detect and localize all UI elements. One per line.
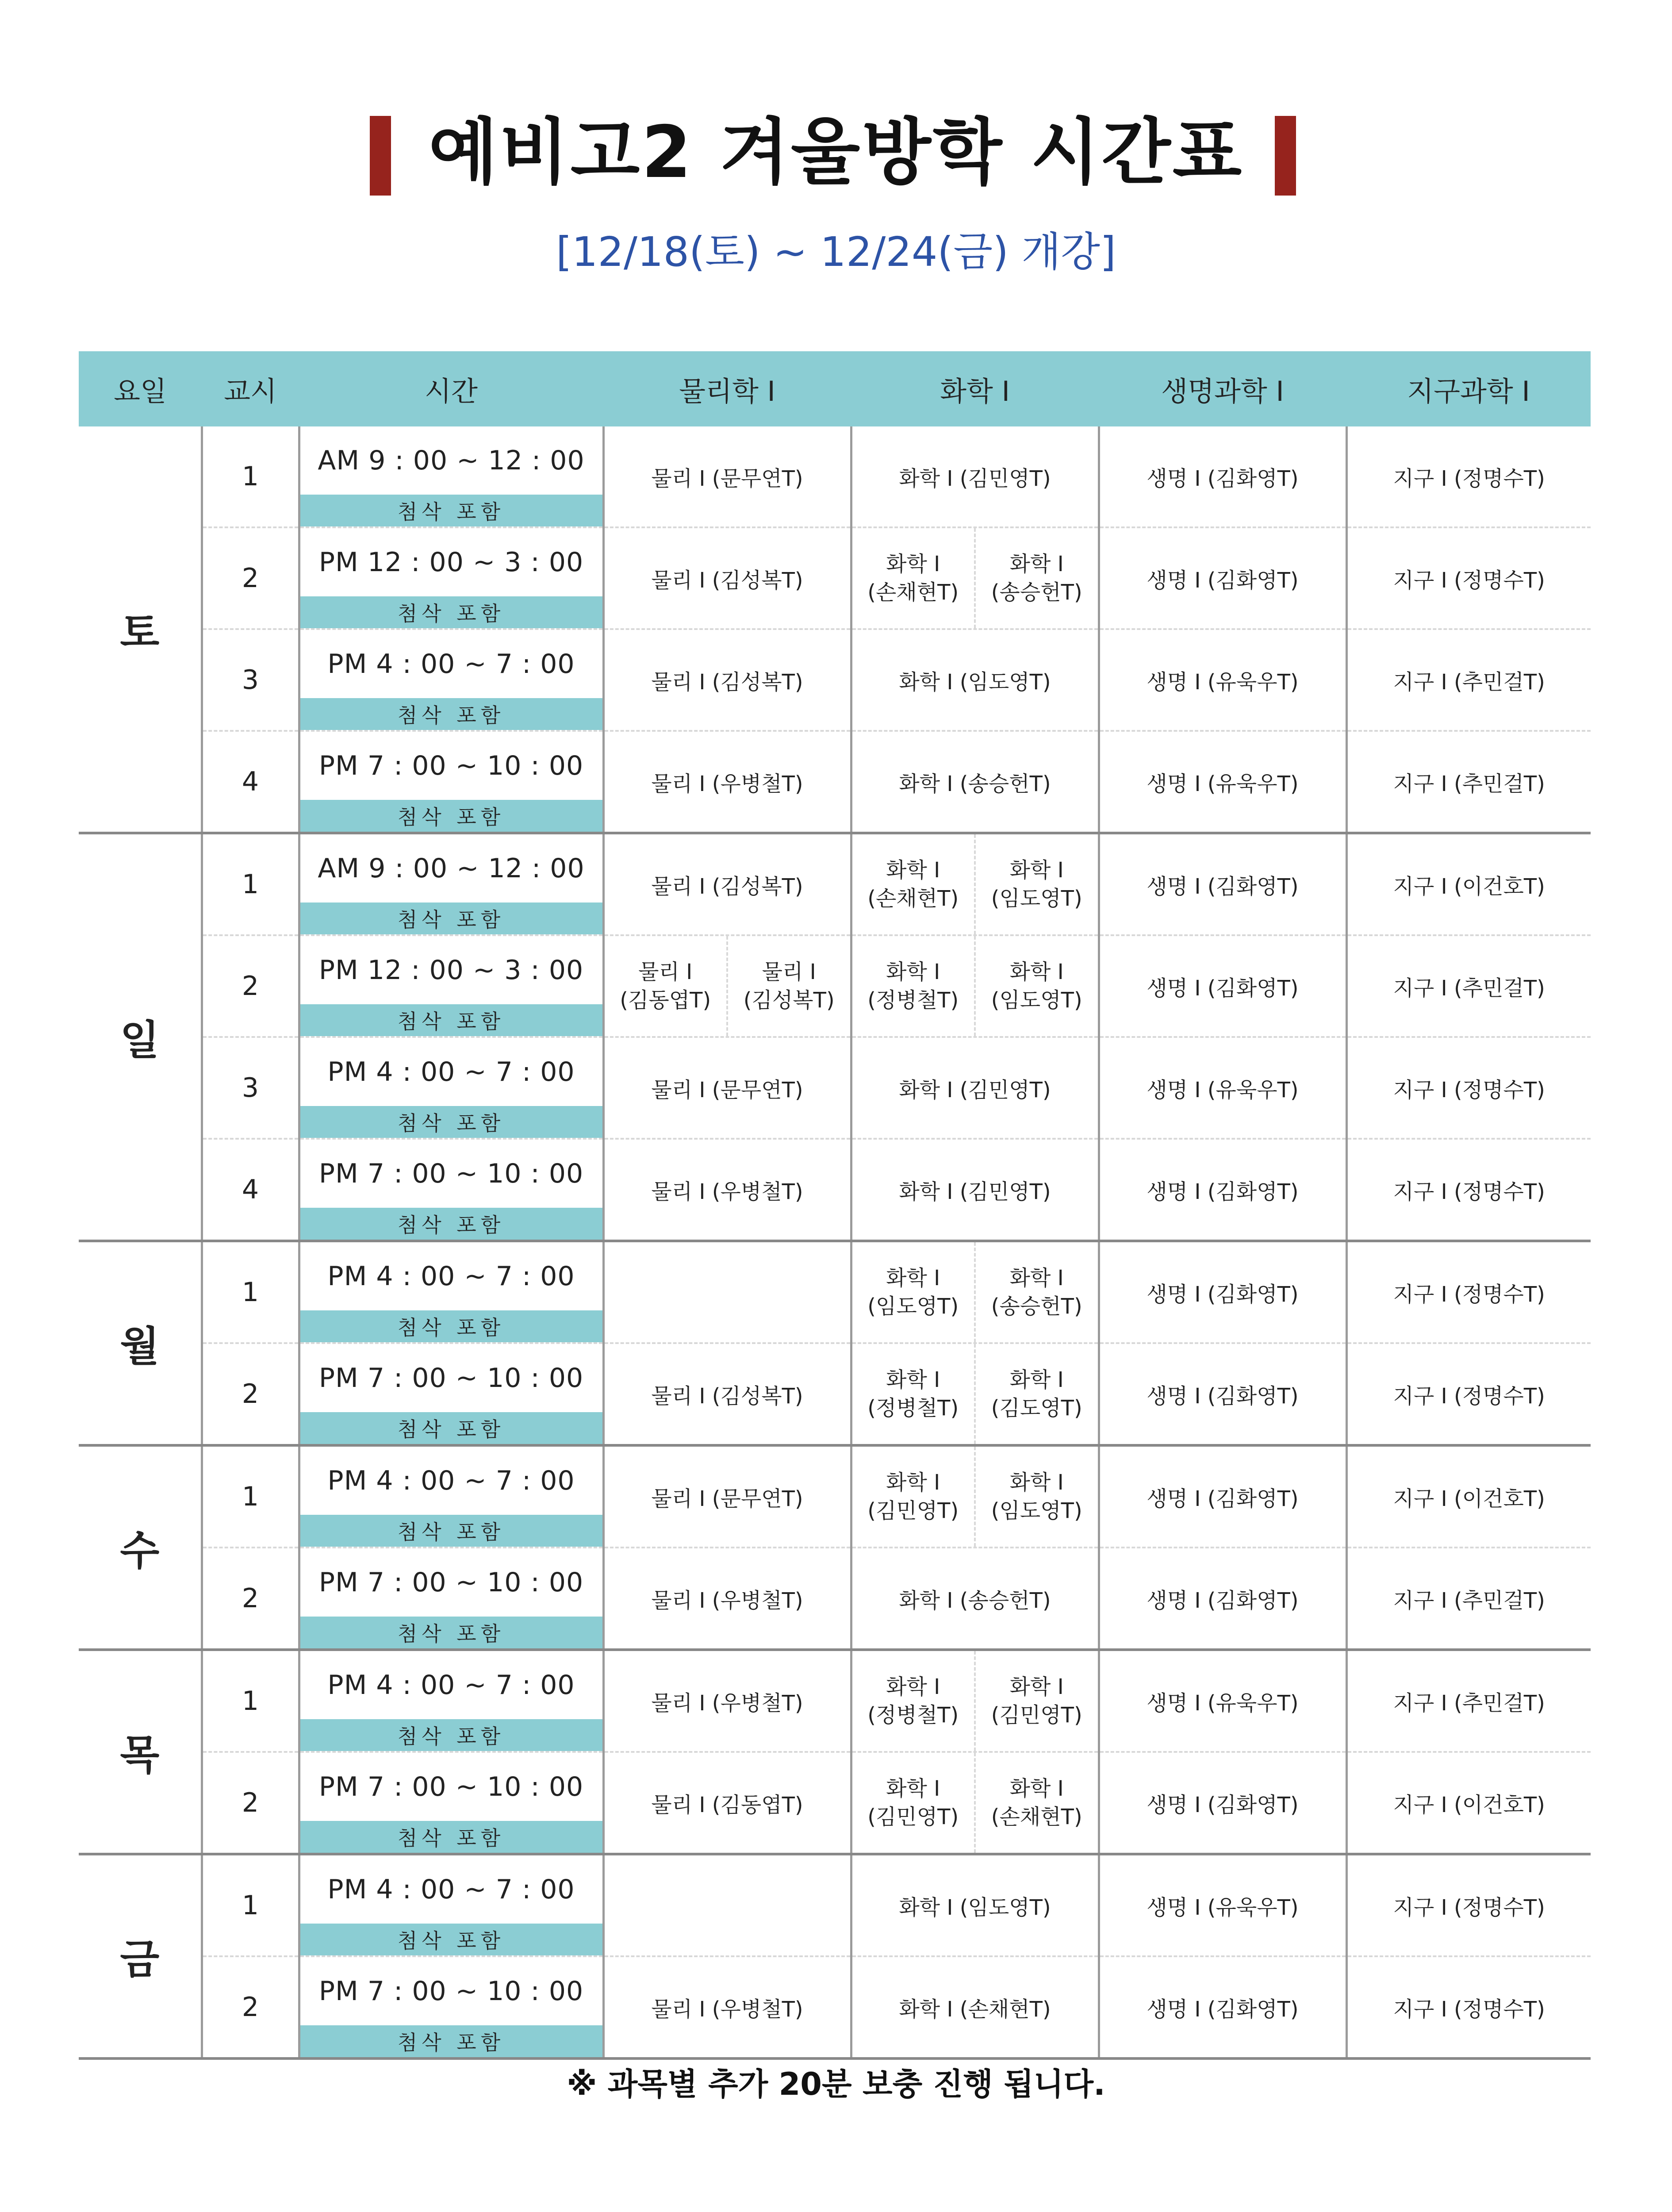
time-note-badge: 첨삭 포함	[300, 1719, 602, 1751]
period-cell: 1	[202, 833, 299, 935]
physics-cell	[603, 1854, 851, 1956]
time-range: PM 7 : 00 ~ 10 : 00	[318, 1567, 584, 1598]
period-cell: 2	[202, 1343, 299, 1445]
time-cell-inner	[300, 1651, 602, 1751]
chemistry-cell-group: 화학 I (임도영T)	[991, 858, 1082, 911]
period-cell: 2	[202, 527, 299, 629]
table-row	[79, 1548, 1591, 1650]
biology-cell: 생명 I (김화영T)	[1099, 1956, 1346, 2058]
earth-science-cell: 지구 I (정명수T)	[1346, 1854, 1591, 1956]
table-row	[79, 731, 1591, 833]
time-range: PM 12 : 00 ~ 3 : 00	[318, 547, 584, 578]
time-range: PM 7 : 00 ~ 10 : 00	[318, 1976, 584, 2007]
time-range: PM 4 : 00 ~ 7 : 00	[327, 1874, 575, 1905]
earth-science-cell: 지구 I (정명수T)	[1346, 527, 1591, 629]
title-area	[0, 106, 1672, 199]
physics-cell: 물리 I (우병철T)	[603, 1650, 851, 1752]
chemistry-cell-group: 화학 I (정병철T)	[852, 1651, 976, 1751]
table-row	[79, 1650, 1591, 1752]
time-cell	[299, 1650, 603, 1752]
time-note-badge: 첨삭 포함	[300, 1821, 602, 1853]
time-cell-inner	[300, 936, 602, 1036]
time-note-badge: 첨삭 포함	[300, 1004, 602, 1036]
chemistry-cell-group: 화학 I (김민영T)	[852, 1753, 976, 1853]
physics-cell: 물리 I (문무연T)	[603, 426, 851, 527]
earth-science-cell: 지구 I (정명수T)	[1346, 1037, 1591, 1139]
physics-cell	[603, 1241, 851, 1343]
table-row	[79, 426, 1591, 527]
header-time: 시간	[299, 351, 603, 426]
day-cell: 토	[79, 426, 202, 833]
table-row	[79, 833, 1591, 935]
chemistry-cell	[851, 1445, 1099, 1548]
time-note-badge: 첨삭 포함	[300, 1412, 602, 1444]
physics-cell-group: 물리 I (김성복T)	[743, 960, 835, 1013]
time-cell-inner	[300, 1855, 602, 1955]
chemistry-cell-group: 화학 I (정병철T)	[852, 1344, 976, 1444]
time-cell-inner	[300, 1447, 602, 1547]
time-cell-inner	[300, 1140, 602, 1240]
biology-cell: 생명 I (김화영T)	[1099, 1241, 1346, 1343]
time-range: AM 9 : 00 ~ 12 : 00	[318, 853, 585, 884]
physics-cell: 물리 I (우병철T)	[603, 1139, 851, 1241]
period-cell: 1	[202, 1445, 299, 1548]
chemistry-cell	[851, 1241, 1099, 1343]
time-cell	[299, 1139, 603, 1241]
time-cell	[299, 527, 603, 629]
physics-cell: 물리 I (문무연T)	[603, 1445, 851, 1548]
day-cell: 월	[79, 1241, 202, 1445]
time-note-badge: 첨삭 포함	[300, 1208, 602, 1240]
earth-science-cell: 지구 I (추민걸T)	[1346, 1650, 1591, 1752]
biology-cell: 생명 I (유욱우T)	[1099, 1037, 1346, 1139]
chemistry-cell: 화학 I (손채현T)	[851, 1956, 1099, 2058]
chemistry-cell: 화학 I (임도영T)	[851, 1854, 1099, 1956]
physics-cell: 물리 I (문무연T)	[603, 1037, 851, 1139]
table-row	[79, 527, 1591, 629]
time-note-badge: 첨삭 포함	[300, 1515, 602, 1547]
earth-science-cell: 지구 I (정명수T)	[1346, 1139, 1591, 1241]
table-row	[79, 1445, 1591, 1548]
earth-science-cell: 지구 I (정명수T)	[1346, 1241, 1591, 1343]
time-note-badge: 첨삭 포함	[300, 902, 602, 934]
chemistry-cell-split	[852, 834, 1098, 934]
period-cell: 1	[202, 1854, 299, 1956]
header-chemistry: 화학 I	[851, 351, 1099, 426]
chemistry-cell: 화학 I (임도영T)	[851, 629, 1099, 731]
time-cell	[299, 833, 603, 935]
time-range: PM 4 : 00 ~ 7 : 00	[327, 1056, 575, 1087]
chemistry-cell-group: 화학 I (손채현T)	[991, 1776, 1082, 1829]
period-cell: 4	[202, 1139, 299, 1241]
time-cell-inner	[300, 1957, 602, 2057]
earth-science-cell: 지구 I (추민걸T)	[1346, 1548, 1591, 1650]
time-cell	[299, 935, 603, 1037]
biology-cell: 생명 I (유욱우T)	[1099, 731, 1346, 833]
page-subtitle: [12/18(토) ~ 12/24(금) 개강]	[556, 228, 1116, 276]
period-cell: 1	[202, 1241, 299, 1343]
chemistry-cell	[851, 1752, 1099, 1854]
time-note-badge: 첨삭 포함	[300, 495, 602, 526]
biology-cell: 생명 I (김화영T)	[1099, 935, 1346, 1037]
header-period: 교시	[202, 351, 299, 426]
time-range: PM 7 : 00 ~ 10 : 00	[318, 750, 584, 781]
time-note-badge: 첨삭 포함	[300, 800, 602, 832]
header-biology: 생명과학 I	[1099, 351, 1346, 426]
chemistry-cell-split	[852, 936, 1098, 1036]
title-accent-bar-right	[1275, 116, 1296, 196]
time-cell	[299, 1752, 603, 1854]
earth-science-cell: 지구 I (정명수T)	[1346, 1956, 1591, 2058]
biology-cell: 생명 I (김화영T)	[1099, 1445, 1346, 1548]
time-cell	[299, 1548, 603, 1650]
chemistry-cell-split	[852, 1344, 1098, 1444]
time-range: PM 4 : 00 ~ 7 : 00	[327, 649, 575, 680]
period-cell: 2	[202, 1956, 299, 2058]
table-row	[79, 1037, 1591, 1139]
earth-science-cell: 지구 I (추민걸T)	[1346, 935, 1591, 1037]
table-row	[79, 629, 1591, 731]
chemistry-cell: 화학 I (김민영T)	[851, 426, 1099, 527]
time-range: PM 12 : 00 ~ 3 : 00	[318, 955, 584, 986]
earth-science-cell: 지구 I (이건호T)	[1346, 1445, 1591, 1548]
chemistry-cell-group: 화학 I (임도영T)	[991, 960, 1082, 1013]
time-cell-inner	[300, 1242, 602, 1342]
biology-cell: 생명 I (유욱우T)	[1099, 1854, 1346, 1956]
chemistry-cell-split	[852, 1447, 1098, 1547]
header-earth-science: 지구과학 I	[1346, 351, 1591, 426]
time-cell	[299, 1445, 603, 1548]
time-cell-inner	[300, 1548, 602, 1648]
chemistry-cell: 화학 I (김민영T)	[851, 1139, 1099, 1241]
earth-science-cell: 지구 I (정명수T)	[1346, 426, 1591, 527]
chemistry-cell-group: 화학 I (김도영T)	[991, 1367, 1082, 1421]
time-cell	[299, 1037, 603, 1139]
table-row	[79, 935, 1591, 1037]
chemistry-cell-split	[852, 1651, 1098, 1751]
physics-cell-split	[605, 936, 850, 1036]
chemistry-cell-group: 화학 I (손채현T)	[852, 528, 976, 628]
period-cell: 4	[202, 731, 299, 833]
biology-cell: 생명 I (김화영T)	[1099, 527, 1346, 629]
period-cell: 2	[202, 1548, 299, 1650]
time-note-badge: 첨삭 포함	[300, 1924, 602, 1955]
time-note-badge: 첨삭 포함	[300, 698, 602, 730]
time-note-badge: 첨삭 포함	[300, 596, 602, 628]
chemistry-cell: 화학 I (송승헌T)	[851, 1548, 1099, 1650]
table-header-row	[79, 351, 1591, 426]
period-cell: 1	[202, 426, 299, 527]
header-physics: 물리학 I	[603, 351, 851, 426]
earth-science-cell: 지구 I (이건호T)	[1346, 1752, 1591, 1854]
physics-cell: 물리 I (김성복T)	[603, 833, 851, 935]
biology-cell: 생명 I (김화영T)	[1099, 1139, 1346, 1241]
chemistry-cell	[851, 1343, 1099, 1445]
day-cell: 목	[79, 1650, 202, 1854]
earth-science-cell: 지구 I (추민걸T)	[1346, 731, 1591, 833]
chemistry-cell-group: 화학 I (송승헌T)	[991, 1266, 1082, 1319]
chemistry-cell-split	[852, 1753, 1098, 1853]
time-cell	[299, 1956, 603, 2058]
table-row	[79, 1752, 1591, 1854]
physics-cell: 물리 I (김성복T)	[603, 629, 851, 731]
chemistry-cell	[851, 935, 1099, 1037]
time-cell	[299, 629, 603, 731]
chemistry-cell-split	[852, 528, 1098, 628]
chemistry-cell-group: 화학 I (김민영T)	[991, 1674, 1082, 1728]
time-range: PM 4 : 00 ~ 7 : 00	[327, 1261, 575, 1292]
biology-cell: 생명 I (유욱우T)	[1099, 629, 1346, 731]
physics-cell: 물리 I (김동엽T)	[603, 1752, 851, 1854]
time-cell-inner	[300, 1753, 602, 1853]
time-range: PM 7 : 00 ~ 10 : 00	[318, 1363, 584, 1394]
chemistry-cell-group: 화학 I (손채현T)	[852, 834, 976, 934]
period-cell: 2	[202, 935, 299, 1037]
day-cell: 일	[79, 833, 202, 1241]
time-cell-inner	[300, 426, 602, 526]
time-cell	[299, 1854, 603, 1956]
earth-science-cell: 지구 I (이건호T)	[1346, 833, 1591, 935]
time-cell-inner	[300, 1038, 602, 1138]
period-cell: 2	[202, 1752, 299, 1854]
chemistry-cell	[851, 833, 1099, 935]
time-note-badge: 첨삭 포함	[300, 2025, 602, 2057]
table-row	[79, 1956, 1591, 2058]
period-cell: 3	[202, 1037, 299, 1139]
period-cell: 1	[202, 1650, 299, 1752]
biology-cell: 생명 I (김화영T)	[1099, 1343, 1346, 1445]
chemistry-cell-group: 화학 I (임도영T)	[852, 1242, 976, 1342]
time-cell-inner	[300, 834, 602, 934]
supplement-note: ※ 과목별 추가 20분 보충 진행 됩니다.	[567, 2066, 1105, 2102]
time-range: PM 7 : 00 ~ 10 : 00	[318, 1158, 584, 1189]
physics-cell: 물리 I (우병철T)	[603, 731, 851, 833]
physics-cell: 물리 I (김성복T)	[603, 1343, 851, 1445]
chemistry-cell-group: 화학 I (정병철T)	[852, 936, 976, 1036]
biology-cell: 생명 I (김화영T)	[1099, 833, 1346, 935]
schedule-table	[79, 351, 1591, 2060]
time-range: PM 4 : 00 ~ 7 : 00	[327, 1465, 575, 1496]
time-cell-inner	[300, 1344, 602, 1444]
time-cell	[299, 731, 603, 833]
day-cell: 수	[79, 1445, 202, 1650]
time-cell	[299, 1343, 603, 1445]
table-row	[79, 1139, 1591, 1241]
earth-science-cell: 지구 I (정명수T)	[1346, 1343, 1591, 1445]
time-cell	[299, 1241, 603, 1343]
physics-cell: 물리 I (우병철T)	[603, 1548, 851, 1650]
time-note-badge: 첨삭 포함	[300, 1617, 602, 1648]
physics-cell: 물리 I (우병철T)	[603, 1956, 851, 2058]
period-cell: 3	[202, 629, 299, 731]
chemistry-cell: 화학 I (김민영T)	[851, 1037, 1099, 1139]
table-row	[79, 1241, 1591, 1343]
chemistry-cell	[851, 527, 1099, 629]
table-row	[79, 1854, 1591, 1956]
chemistry-cell	[851, 1650, 1099, 1752]
time-cell	[299, 426, 603, 527]
time-range: PM 7 : 00 ~ 10 : 00	[318, 1771, 584, 1802]
chemistry-cell-split	[852, 1242, 1098, 1342]
header-day: 요일	[79, 351, 202, 426]
chemistry-cell-group: 화학 I (임도영T)	[991, 1470, 1082, 1523]
chemistry-cell-group: 화학 I (송승헌T)	[991, 552, 1082, 605]
earth-science-cell: 지구 I (추민걸T)	[1346, 629, 1591, 731]
physics-cell	[603, 935, 851, 1037]
chemistry-cell: 화학 I (송승헌T)	[851, 731, 1099, 833]
chemistry-cell-group: 화학 I (김민영T)	[852, 1447, 976, 1547]
table-row	[79, 1343, 1591, 1445]
physics-cell-group: 물리 I (김동엽T)	[605, 936, 729, 1036]
time-range: AM 9 : 00 ~ 12 : 00	[318, 445, 585, 476]
physics-cell: 물리 I (김성복T)	[603, 527, 851, 629]
biology-cell: 생명 I (김화영T)	[1099, 426, 1346, 527]
time-cell-inner	[300, 528, 602, 628]
day-cell: 금	[79, 1854, 202, 2058]
time-note-badge: 첨삭 포함	[300, 1310, 602, 1342]
biology-cell: 생명 I (유욱우T)	[1099, 1650, 1346, 1752]
time-note-badge: 첨삭 포함	[300, 1106, 602, 1138]
biology-cell: 생명 I (김화영T)	[1099, 1752, 1346, 1854]
time-cell-inner	[300, 732, 602, 832]
time-range: PM 4 : 00 ~ 7 : 00	[327, 1670, 575, 1701]
page-title: 예비고2 겨울방학 시간표	[428, 111, 1244, 194]
time-cell-inner	[300, 630, 602, 730]
biology-cell: 생명 I (김화영T)	[1099, 1548, 1346, 1650]
